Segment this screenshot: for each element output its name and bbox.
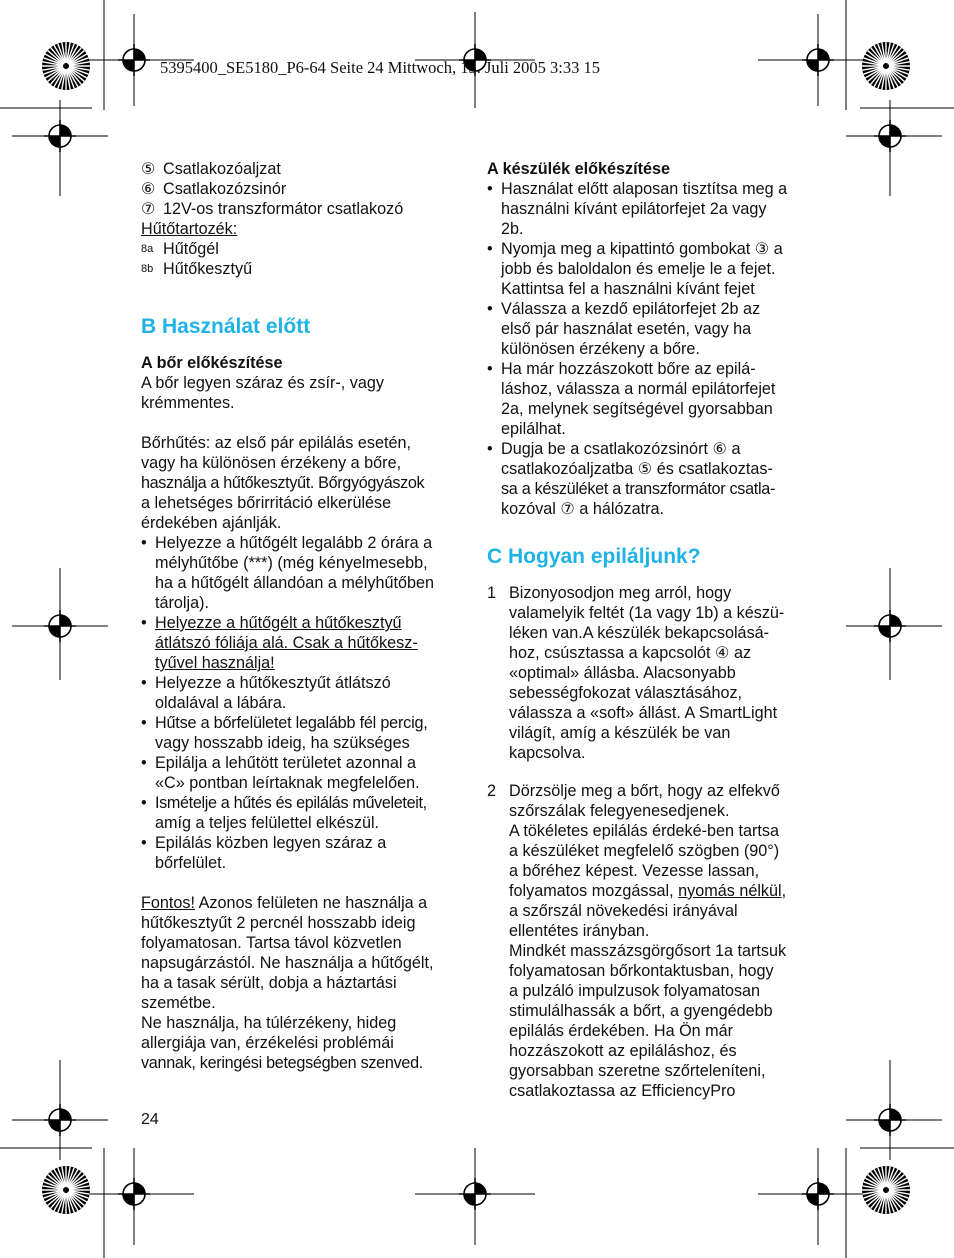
left-column	[141, 159, 471, 1073]
skin-prep-line: A bőr legyen száraz és zsír-, vagy	[141, 374, 384, 392]
page-number: 24	[141, 1111, 159, 1128]
step-line: kapcsolva.	[509, 744, 586, 762]
part-item	[141, 179, 471, 199]
step-line: Dörzsölje meg a bőrt, hogy az elfekvő	[509, 782, 780, 800]
bullet-item: • Használat előtt alaposan tisztítsa meg a használni kívánt epilátorfejet 2a vagy 2b.	[487, 180, 788, 238]
accessory-item	[141, 239, 471, 259]
bullet-item: • Válassza a kezdő epilátorfejet 2b az első pár használat esetén, vagy ha különösen érzékeny a bőre.	[487, 300, 761, 358]
bullet-line: első pár használat esetén, vagy ha	[501, 320, 752, 338]
important-line: vannak, keringési betegségben szenved.	[141, 1054, 423, 1072]
step-line: sebességfokozat választásához,	[509, 684, 743, 702]
important-line: Ne használja, ha túlérzékeny, hideg	[141, 1014, 397, 1032]
bullet-line: epilálhat.	[501, 420, 566, 438]
bullet-line: Helyezze a hűtőgélt legalább 2 órára a	[155, 534, 433, 552]
no-pressure-text: nyomás nélkül	[678, 882, 782, 900]
bullet-line: Kattintsa fel a használni kívánt fejet	[501, 280, 755, 298]
bullet-line: láshoz, válassza a normál epilátorfejet	[501, 380, 776, 398]
bullet-item: • Dugja be a csatlakozózsinórt ⑥ a csatlakozóaljzatba ⑤ és csatlakoztas- sa a készüléket a transzformátor csatla- kozóval ⑦ a hálózatra.	[487, 440, 776, 518]
step-line: folyamatosan bőrkontaktusban, hogy	[509, 962, 774, 980]
bullet-line: vagy hosszabb ideig, ha szükséges	[155, 734, 410, 752]
step-line: léken van.A készülék bekapcsolásá-	[509, 624, 770, 642]
bullet-line: Nyomja meg a kipattintó gombokat ③ a	[501, 240, 783, 258]
important-line: ha a tasak sérült, dobja a háztartási	[141, 974, 397, 992]
accessory-number: 8b	[141, 263, 154, 275]
step-number: 2	[487, 782, 497, 800]
bullet-line: 2a, melynek segítségével gyorsabban	[501, 400, 773, 418]
part-number: ⑤	[141, 160, 156, 178]
important-note-first-line	[141, 893, 471, 913]
bullet-line: Válassza a kezdő epilátorfejet 2b az	[501, 300, 761, 318]
bullet-line: Dugja be a csatlakozózsinórt ⑥ a	[501, 440, 741, 458]
bullet-item: • Nyomja meg a kipattintó gombokat ③ a jobb és baloldalon és emelje le a fejet. Kattintsa fel a használni kívánt fejet	[487, 240, 783, 298]
device-prep-title: A készülék előkészítése	[487, 160, 670, 178]
step-line: A tökéletes epilálás érdeké-ben tartsa	[509, 822, 779, 840]
important-label: Fontos!	[141, 894, 195, 912]
step-line: válassza a «soft» állást. A SmartLight	[509, 704, 778, 722]
accessory-label: Hűtőgél	[163, 240, 219, 258]
step-line: szőrszálak felegyenesedjenek.	[509, 802, 730, 820]
accessory-label: Hűtőkesztyű	[163, 260, 253, 278]
cooling-line: a lehetséges bőrirritáció elkerülése	[141, 494, 392, 512]
cooling-line: használja a hűtőkesztyűt. Bőrgyógyászok	[141, 474, 425, 492]
step-item	[487, 781, 817, 1101]
bullet-line: Használat előtt alaposan tisztítsa meg a	[501, 180, 788, 198]
part-label: 12V-os transzformátor csatlakozó	[163, 200, 404, 218]
bullet-item: • Hűtse a bőrfelületet legalább fél percig, vagy hosszabb ideig, ha szükséges	[141, 714, 428, 752]
bullet-line: ha a hűtőgélt állandóan a mélyhűtőben	[155, 574, 435, 592]
bullet-item: • Helyezze a hűtőkesztyűt átlátszó oldalával a lábára.	[141, 674, 391, 712]
step-line: a szőrszál növekedési irányával	[509, 902, 738, 920]
important-line: napsugárzástól. Ne használja a hűtőgélt,	[141, 954, 434, 972]
step-line: a bőréhez képest. Vezesse lassan,	[509, 862, 760, 880]
step-line: «optimal» állásba. Alacsonyabb	[509, 664, 736, 682]
cooling-line: vagy ha különösen érzékeny a bőre,	[141, 454, 402, 472]
bullet-line: jobb és baloldalon és emelje le a fejet.	[501, 260, 776, 278]
cooling-line: Bőrhűtés: az első pár epilálás esetén,	[141, 434, 411, 452]
right-column	[487, 159, 817, 1101]
skin-prep-line: krémmentes.	[141, 394, 235, 412]
important-line: folyamatosan. Tartsa távol közvetlen	[141, 934, 402, 952]
bullet-line: Epilálja a lehűtött területet azonnal a	[155, 754, 416, 772]
part-label: Csatlakozóaljzat	[163, 160, 281, 178]
bullet-item: • Epilálja a lehűtött területet azonnal a «C» pontban leírtaknak megfelelően.	[141, 754, 420, 792]
skin-prep-title: A bőr előkészítése	[141, 354, 283, 372]
step-number: 1	[487, 584, 497, 602]
bullet-line: csatlakozóaljzatba ⑤ és csatlakoztas-	[501, 460, 773, 478]
step-line: csatlakoztassa az EfficiencyPro	[509, 1082, 736, 1100]
step-text: folyamatos mozgással,	[509, 882, 679, 900]
part-label: Csatlakozózsinór	[163, 180, 287, 198]
print-header: 5395400_SE5180_P6-64 Seite 24 Mittwoch, 13. Juli 2005 3:33 15	[160, 58, 601, 77]
bullet-line: Helyezze a hűtőgélt a hűtőkesztyű	[155, 614, 402, 632]
bullet-item: • Epilálás közben legyen száraz a bőrfelület.	[141, 834, 387, 872]
step-line: a készüléket megfelelő szögben (90°)	[509, 842, 780, 860]
important-text: Azonos felületen ne használja a	[195, 894, 428, 912]
step-line: Bizonyosodjon meg arról, hogy	[509, 584, 732, 602]
step-line: a pulzáló impulzusok folyamatosan	[509, 982, 761, 1000]
bullet-line: Ismételje a hűtés és epilálás műveleteit,	[155, 794, 427, 812]
bullet-line: sa a készüléket a transzformátor csatla-	[501, 480, 776, 498]
accessory-number: 8a	[141, 243, 154, 255]
section-b-title: B Használat előtt	[141, 315, 311, 338]
bullet-line: mélyhűtőbe (***) (még kényelmesebb,	[155, 554, 428, 572]
step-line: Mindkét masszázsgörgősort 1a tartsuk	[509, 942, 787, 960]
accessory-item	[141, 259, 471, 279]
section-c-title: C Hogyan epiláljunk?	[487, 545, 701, 568]
step-text: ,	[781, 882, 787, 900]
step-line: epilálás érdekében. Ha Ön már	[509, 1022, 734, 1040]
step-item	[487, 583, 817, 763]
bullet-line: Hűtse a bőrfelületet legalább fél percig,	[155, 714, 428, 732]
step-line: hoz, csúsztassa a kapcsolót ④ az	[509, 644, 752, 662]
step-line: ellentétes irányban.	[509, 922, 650, 940]
important-line: allergiája van, érzékelési problémái	[141, 1034, 394, 1052]
bullet-line: «C» pontban leírtaknak megfelelően.	[155, 774, 420, 792]
bullet-line: tárolja).	[155, 594, 209, 612]
bullet-line: amíg a teljes felülettel elkészül.	[155, 814, 380, 832]
step-line: valamelyik feltét (1a vagy 1b) a készü-	[509, 604, 785, 622]
step-line: stimulálhassák a bőrt, a gyengédebb	[509, 1002, 773, 1020]
bullet-line: átlátszó fóliája alá. Csak a hűtőkesz-	[155, 634, 418, 652]
bullet-line: oldalával a lábára.	[155, 694, 287, 712]
bullet-line: Ha már hozzászokott bőre az epilá-	[501, 360, 756, 378]
bullet-item: • Helyezze a hűtőgélt a hűtőkesztyű átlátszó fóliája alá. Csak a hűtőkesz- tyűvel használja!	[141, 614, 418, 672]
important-line: hűtőkesztyűt 2 percnél hosszabb ideig	[141, 914, 416, 932]
bullet-line: különösen érzékeny a bőre.	[501, 340, 700, 358]
step-line: gyorsabban szeretne szőrteleníteni,	[509, 1062, 766, 1080]
important-line: szemétbe.	[141, 994, 216, 1012]
bullet-item: • Helyezze a hűtőgélt legalább 2 órára a mélyhűtőbe (***) (még kényelmesebb, ha a hűtőgélt állandóan a mélyhűtőben tárolja).	[141, 534, 435, 612]
bullet-line: 2b.	[501, 220, 524, 238]
bullet-line: használni kívánt epilátorfejet 2a vagy	[501, 200, 767, 218]
bullet-line: tyűvel használja!	[155, 654, 275, 672]
part-item	[141, 199, 471, 219]
bullet-item: • Ha már hozzászokott bőre az epilá- láshoz, válassza a normál epilátorfejet 2a, melynek segítségével gyorsabban epilálhat.	[487, 360, 776, 438]
part-item	[141, 159, 471, 179]
part-number: ⑦	[141, 200, 156, 218]
accessories-label: Hűtőtartozék:	[141, 220, 238, 238]
bullet-line: Epilálás közben legyen száraz a	[155, 834, 387, 852]
step-line: világít, amíg a készülék be van	[509, 724, 731, 742]
bullet-item: • Ismételje a hűtés és epilálás műveleteit, amíg a teljes felülettel elkészül.	[141, 794, 427, 832]
bullet-line: kozóval ⑦ a hálózatra.	[501, 500, 664, 518]
cooling-line: érdekében ajánlják.	[141, 514, 282, 532]
part-number: ⑥	[141, 180, 156, 198]
bullet-line: Helyezze a hűtőkesztyűt átlátszó	[155, 674, 391, 692]
step-line: hozzászokott az epiláláshoz, és	[509, 1042, 737, 1060]
step-line	[509, 881, 786, 901]
bullet-line: bőrfelület.	[155, 854, 227, 872]
